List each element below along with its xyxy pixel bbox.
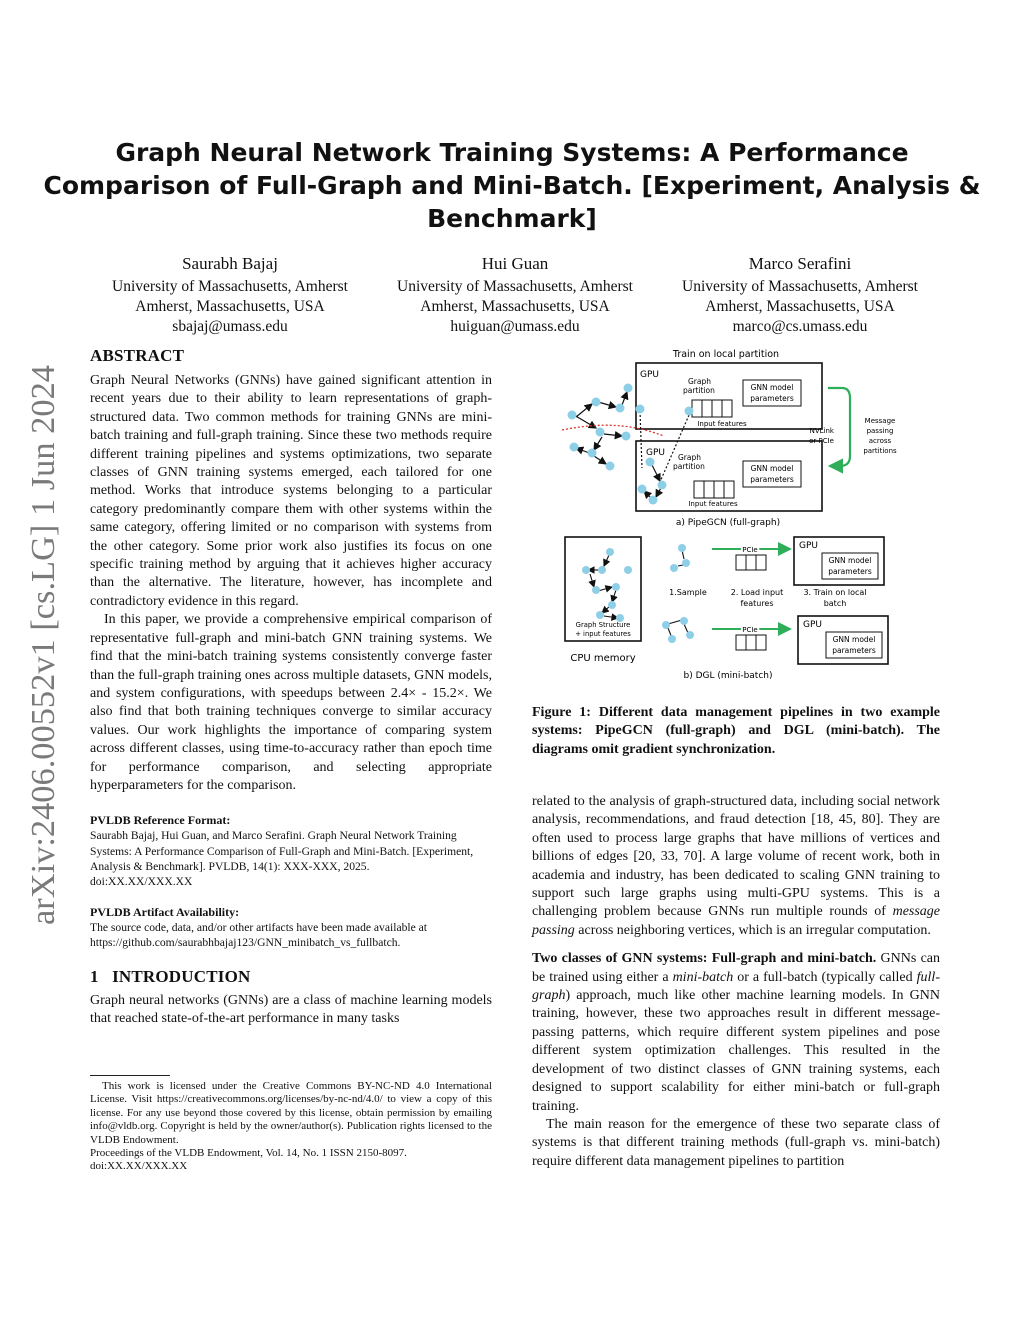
author-affiliation: University of Massachusetts, Amherst: [682, 278, 918, 295]
ref-format-doi: doi:XX.XX/XXX.XX: [90, 874, 193, 888]
proceedings-note: Proceedings of the VLDB Endowment, Vol. 14, No. 1 ISSN 2150-8097.: [90, 1147, 407, 1160]
author-2: [375, 253, 655, 337]
figure-label-a: a) PipeGCN (full-graph): [675, 518, 781, 528]
author-location: Amherst, Massachusetts, USA: [420, 298, 610, 315]
artifact-heading: PVLDB Artifact Availability:: [90, 905, 240, 920]
author-email: huiguan@umass.edu: [450, 318, 580, 335]
right-paragraph-1: [532, 793, 940, 940]
footnote-rule: [90, 1075, 170, 1076]
input-features-label: Input features: [688, 500, 738, 508]
message-label: Message: [864, 417, 896, 425]
footnote: [90, 1080, 492, 1174]
sample-graph-1: [670, 544, 690, 572]
right-p2-em2: full-graph: [532, 969, 940, 1004]
across-label: across: [868, 437, 892, 445]
right-paragraph-2: [532, 950, 940, 1116]
right-column: [532, 793, 940, 1171]
author-location: Amherst, Massachusetts, USA: [705, 298, 895, 315]
right-paragraph-3: The main reason for the emergence of these two separate class of systems is that different training methods (full-graph vs. mini-batch) require different data management pipelines to partition: [532, 1116, 940, 1169]
abstract-paragraph-2: In this paper, we provide a comprehensive empirical comparison of representative full-graph and mini-batch GNN training systems. We find that the mini-batch training systems consistently converge faster than the full-graph training ones across multiple datasets, GNN models, and system configurations, with speedups between 2.4× - 15.2×. We also find that both training techniques converge to similar accuracy values. Our work highlights the importance of comparing system across different classes, using time-to-accuracy rather than epoch time for performance comparison, and selecting appropriate hyperparameters for the comparison.: [90, 612, 492, 793]
input-features-label: Input features: [697, 420, 747, 428]
feature-grid: [736, 555, 766, 570]
figure-caption: Figure 1: Different data management pipelines in two example systems: PipeGCN (full-graph) and DGL (mini-batch). The diagrams omit gradient synchronization.: [532, 705, 940, 757]
gnn-model-label: GNN model: [750, 464, 794, 473]
right-p1-end: across neighboring vertices, which is an irregular computation.: [578, 922, 931, 938]
right-p2-c: ) approach, much like other machine learning models. In GNN training, however, these two approaches result in different message-passing patterns, which require different system pipelines and pose different system optimization challenges. This resulted in the development of two distinct classes of GNN training systems, each designed to support scalability for either mini-batch or full-graph training.: [532, 988, 940, 1114]
sample-label: 1.Sample: [669, 588, 707, 597]
plus-input-label: + input features: [575, 630, 631, 638]
abstract-heading: ABSTRACT: [90, 346, 185, 365]
partition-label: partition: [683, 386, 715, 395]
gpu-label: GPU: [803, 620, 822, 630]
figure-label-b: b) DGL (mini-batch): [683, 671, 773, 681]
load-input-label: 2. Load input: [730, 588, 784, 597]
author-email: marco@cs.umass.edu: [732, 318, 868, 335]
nvlink-label: NVLink: [809, 427, 834, 435]
gpu-label: GPU: [799, 541, 818, 551]
abstract-paragraph-1: Graph Neural Networks (GNNs) have gained significant attention in recent years due to their ability to learn representations of graph-structured data. Two common methods for training GNNs are mini-batch training and full-graph training. Since these two methods require different training pipelines and systems optimizations, two separate classes of GNN training systems emerged, each tailored for one method. Works that introduce systems belonging to a particular category predominantly compare them with other systems within the same category, offering limited or no comparison with systems from the other category. Some prior work also justifies its focus on one specific training method by arguing that it achieves higher accuracy than the alternative. The literature, however, has incomplete and contradictory evidence in this regard.: [90, 373, 492, 609]
graph-structure-label: Graph Structure: [575, 621, 631, 629]
gnn-model-label: GNN model: [750, 383, 794, 392]
right-p2-b: or a full-batch (typically called: [737, 969, 913, 985]
parameters-label: parameters: [828, 567, 872, 576]
passing-label: passing: [866, 427, 894, 435]
parameters-label: parameters: [750, 394, 794, 403]
right-p2-em1: mini-batch: [672, 969, 734, 985]
intro-heading: [90, 967, 492, 987]
author-block: [90, 253, 940, 337]
author-location: Amherst, Massachusetts, USA: [135, 298, 325, 315]
gpu-label: GPU: [646, 448, 665, 458]
ref-format-text: Saurabh Bajaj, Hui Guan, and Marco Serafini. Graph Neural Network Training Systems: A Performance Comparison of Full-Graph and Mini-Batch. [Experiment, Analysis & Benchmark]. PVLDB, 14(1): XXX-XXX, 2025.: [90, 829, 474, 873]
parameters-label: parameters: [832, 646, 876, 655]
graph-nodes: [568, 384, 694, 505]
arxiv-stamp-text: arXiv:2406.00552v1 [cs.LG] 1 Jun 2024: [25, 371, 62, 925]
artifact-link[interactable]: https://github.com/saurabhbajaj123/GNN_minibatch_vs_fullbatch.: [90, 936, 401, 950]
cpu-memory-label: CPU memory: [570, 653, 636, 664]
gnn-model-label: GNN model: [832, 635, 876, 644]
license-note: This work is licensed under the Creative Commons BY-NC-ND 4.0 International License. Visit https://creativecommons.org/licenses/by-nc-nd/4.0/ to view a copy of this license. For any use beyond those covered by this license, obtain permission by emailing info@vldb.org. Copyright is held by the owner/author(s). Publication rights licensed to the VLDB Endowment.: [90, 1080, 492, 1146]
right-p1-text: related to the analysis of graph-structured data, including social network analysis, recommendations, and fraud detection [18, 45, 80]. They are often used to process large graphs that have millions of vertices and billions of edges [20, 33, 70]. A large volume of recent work, both in academia and industry, has been dedicated to scaling GNN training to support such large graphs using multi-GPU systems. This is a challenging problem because GNNs run multiple rounds of: [532, 794, 940, 920]
right-p1-emphasis: message passing: [532, 904, 941, 938]
figure-1: [532, 344, 942, 686]
author-1: [90, 253, 370, 337]
parameters-label: parameters: [750, 475, 794, 484]
paper-title: Graph Neural Network Training Systems: A Performance Comparison of Full-Graph and Mini-Batch. [Experiment, Analysis & Benchmark]: [43, 138, 981, 233]
graph-label: Graph: [688, 377, 712, 386]
batch-label: batch: [823, 599, 847, 608]
right-p2-a: GNNs can be trained using either a: [532, 951, 941, 985]
section-number: 1: [90, 966, 99, 986]
partition-cut: [562, 425, 664, 436]
sample-graph-2: [662, 617, 694, 643]
pcie-label: PCIe: [742, 546, 758, 554]
pcie-label: PCIe: [742, 626, 758, 634]
gnn-model-label: GNN model: [828, 556, 872, 565]
feature-grid: [692, 400, 732, 417]
right-p2-heading: Two classes of GNN systems: Full-graph and mini-batch.: [532, 951, 877, 967]
train-on-local-label: Train on local partition: [672, 349, 780, 360]
author-name: Saurabh Bajaj: [182, 254, 278, 273]
section-title: INTRODUCTION: [112, 966, 251, 986]
ref-format-heading: PVLDB Reference Format:: [90, 813, 231, 828]
intro-paragraph: Graph neural networks (GNNs) are a class of machine learning models that reached state-of-the-art performance in many tasks: [90, 992, 492, 1026]
dotted-links: [640, 411, 689, 482]
arxiv-stamp: [18, 140, 70, 940]
author-3: [660, 253, 940, 337]
author-name: Marco Serafini: [748, 254, 852, 273]
left-column: [90, 346, 492, 1028]
partition-label: partition: [673, 462, 705, 471]
feature-grid: [694, 481, 734, 498]
author-name: Hui Guan: [481, 254, 549, 273]
author-affiliation: University of Massachusetts, Amherst: [112, 278, 348, 295]
or-pcie-label: or PCIe: [809, 437, 834, 445]
gpu-label: GPU: [640, 370, 659, 380]
feature-grid: [736, 635, 766, 650]
graph-label: Graph: [678, 453, 702, 462]
features-label: features: [740, 599, 774, 608]
artifact-text: The source code, data, and/or other artifacts have been made available at: [90, 921, 428, 935]
footnote-doi: doi:XX.XX/XXX.XX: [90, 1160, 188, 1173]
partitions-label: partitions: [863, 447, 897, 455]
author-affiliation: University of Massachusetts, Amherst: [397, 278, 633, 295]
author-email: sbajaj@umass.edu: [172, 318, 288, 335]
train-local-label: 3. Train on local: [803, 588, 867, 597]
